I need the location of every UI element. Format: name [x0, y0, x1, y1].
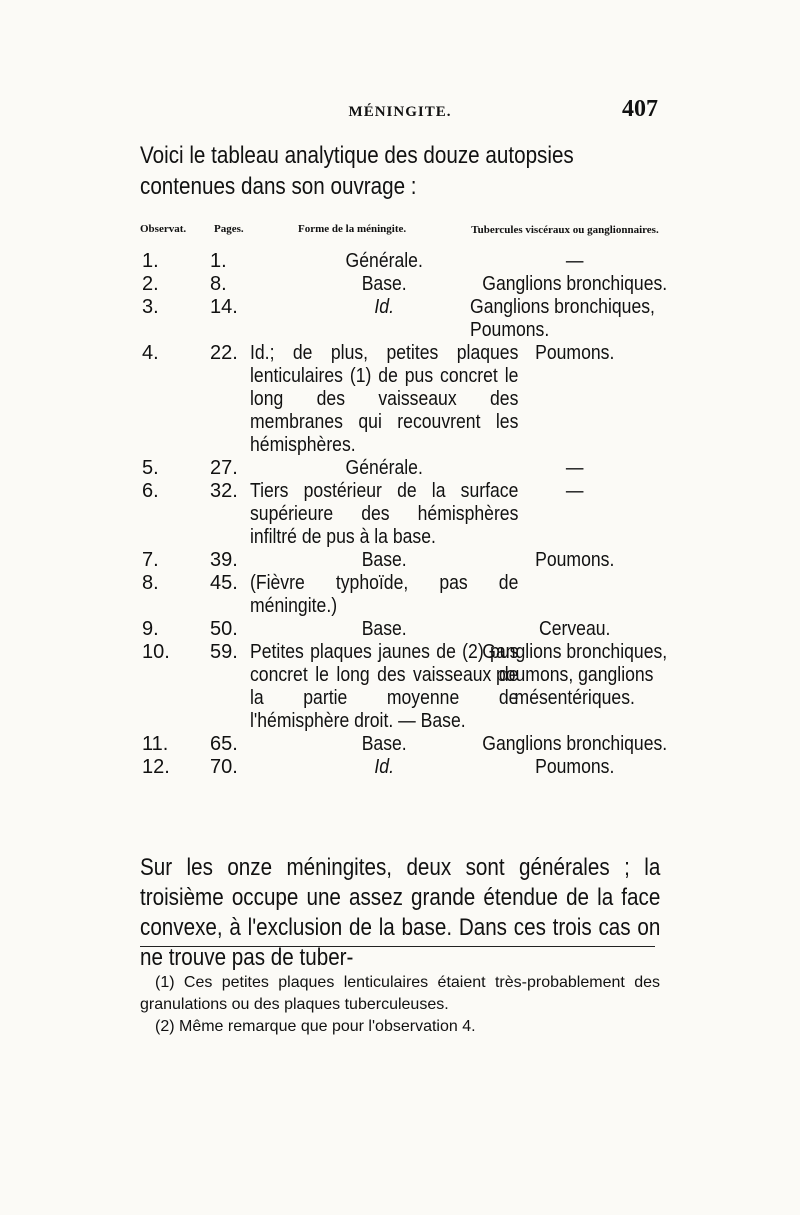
table-row	[0, 549, 800, 572]
footnotes	[140, 972, 660, 1038]
tubercules-cell: Poumons.	[535, 756, 615, 778]
page-ref: 14.	[210, 296, 238, 318]
footnote-divider	[140, 946, 655, 947]
table-row	[0, 733, 800, 756]
page-ref: 1.	[210, 250, 227, 272]
page-ref: 70.	[210, 756, 238, 778]
table-row	[0, 342, 800, 457]
tubercules-cell: —	[565, 457, 584, 479]
obs-number: 4.	[142, 342, 159, 364]
obs-number: 6.	[142, 480, 159, 502]
obs-number: 5.	[142, 457, 159, 479]
obs-number: 8.	[142, 572, 159, 594]
tubercules-cell: —	[565, 480, 584, 502]
forme-cell: Petites plaques jaunes de (2) pus concret le long des vaisseaux de la partie moyenne de l'hémisphère droit. — Base.	[250, 641, 519, 732]
forme-cell: Base.	[361, 618, 407, 640]
column-header-forme: Forme de la méningite.	[298, 223, 407, 235]
tubercules-cell: Cerveau.	[539, 618, 611, 640]
column-header-pages: Pages.	[214, 223, 244, 235]
table-row	[0, 618, 800, 641]
page-ref: 59.	[210, 641, 238, 663]
page-ref: 65.	[210, 733, 238, 755]
tubercules-cell: —	[565, 250, 584, 272]
obs-number: 2.	[142, 273, 159, 295]
conclusion-paragraph: Sur les onze méningites, deux sont générales ; la troisième occupe une assez grande étendue de la face convexe, à l'exclusion de la base. Dans ces trois cas on ne trouve pas de tuber-	[140, 854, 661, 971]
page-ref: 45.	[210, 572, 238, 594]
forme-cell: Id.; de plus, petites plaques lenticulaires (1) de pus concret le long des vaisseaux des membranes qui recouvrent les hémisphères.	[250, 342, 519, 456]
forme-cell: Id.	[374, 296, 394, 318]
table-row	[0, 273, 800, 296]
table-row	[0, 480, 800, 549]
table-row	[0, 296, 800, 342]
forme-cell: Id.	[374, 756, 394, 778]
tubercules-cell: Ganglions bronchiques.	[482, 273, 668, 295]
tubercules-cell: Poumons.	[535, 342, 615, 364]
obs-number: 10.	[142, 641, 170, 663]
footnote-2: (2) Même remarque que pour l'observation 4.	[155, 1018, 476, 1035]
forme-cell: Base.	[361, 549, 407, 571]
table-row	[0, 250, 800, 273]
forme-cell: Générale.	[345, 250, 423, 272]
forme-cell: Tiers postérieur de la surface supérieure des hémisphères infiltré de pus à la base.	[250, 480, 519, 548]
tubercules-cell: Ganglions bronchiques, Poumons.	[470, 296, 655, 341]
obs-number: 12.	[142, 756, 170, 778]
page-ref: 50.	[210, 618, 238, 640]
obs-number: 11.	[142, 733, 169, 755]
page-ref: 22.	[210, 342, 238, 364]
tubercules-cell: Poumons.	[535, 549, 615, 571]
forme-cell: Base.	[361, 273, 407, 295]
page-ref: 32.	[210, 480, 238, 502]
obs-number: 1.	[142, 250, 159, 272]
table-row	[0, 457, 800, 480]
obs-number: 3.	[142, 296, 159, 318]
forme-cell: (Fièvre typhoïde, pas de méningite.)	[250, 572, 519, 617]
page-number: 407	[622, 96, 658, 122]
autopsy-table	[0, 250, 800, 779]
intro-paragraph: Voici le tableau analytique des douze autopsies contenues dans son ouvrage :	[140, 142, 574, 200]
running-title: MÉNINGITE.	[348, 104, 452, 120]
table-row	[0, 756, 800, 779]
table-row	[0, 641, 800, 733]
page-ref: 8.	[210, 273, 227, 295]
page-ref: 39.	[210, 549, 238, 571]
forme-cell: Base.	[361, 733, 407, 755]
page-ref: 27.	[210, 457, 238, 479]
obs-number: 9.	[142, 618, 159, 640]
obs-number: 7.	[142, 549, 159, 571]
column-header-tubercules: Tubercules viscéraux ou ganglionnaires.	[471, 224, 659, 236]
forme-cell: Générale.	[345, 457, 423, 479]
tubercules-cell: Ganglions bronchiques.	[482, 733, 668, 755]
footnote-1: (1) Ces petites plaques lenticulaires étaient très-probablement des granulations ou des plaques tuberculeuses.	[140, 974, 660, 1013]
table-row	[0, 572, 800, 618]
tubercules-cell: Ganglions bronchiques, poumons, ganglions mésentériques.	[482, 641, 668, 709]
column-header-observation: Observat.	[140, 223, 187, 235]
